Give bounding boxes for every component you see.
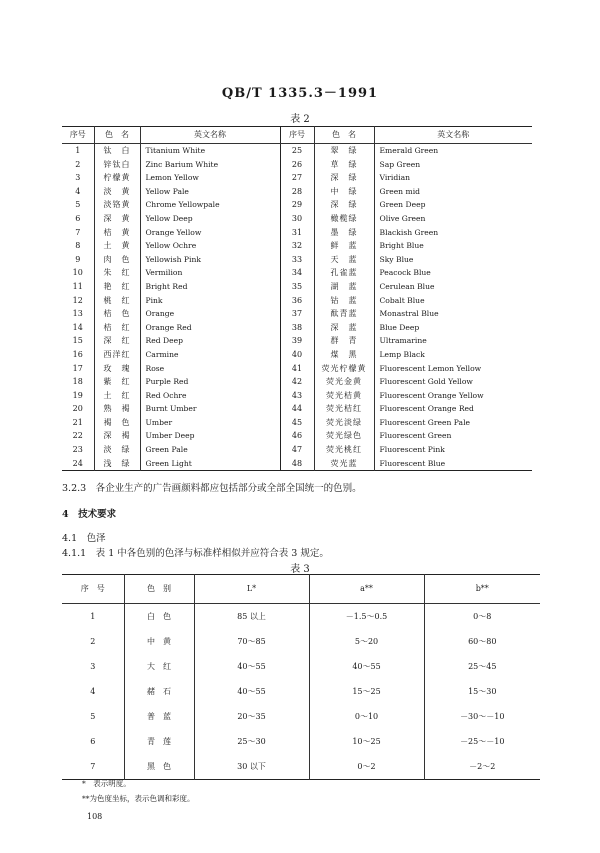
table2-row: [62, 348, 532, 362]
table3-header-row: [62, 575, 540, 604]
table2-cell: 褐 色: [94, 416, 140, 430]
table2-cell: 24: [72, 458, 83, 468]
table2-cell: 45: [280, 416, 314, 430]
table2-row: [62, 429, 532, 443]
table2-cell: 橄榄绿: [314, 212, 374, 226]
table2-cell: 深 绿: [314, 171, 374, 185]
table2-row: [62, 144, 532, 158]
table2-cell: 桔 红: [94, 321, 140, 335]
page-header: QB/T 1335.3－1991: [221, 86, 379, 101]
table2-cell: Lemp Black: [374, 348, 532, 362]
page-number: 108: [87, 812, 103, 821]
table2-cell: 13: [72, 309, 83, 319]
table2-cell: 艳 红: [94, 280, 140, 294]
table2-cell: 翠 绿: [314, 144, 374, 158]
table2-cell: 37: [280, 307, 314, 321]
table3-cell: 青 莲: [124, 729, 194, 754]
table2-cell: 29: [280, 198, 314, 212]
table3-cell: 普 蓝: [124, 704, 194, 729]
table2-cell: 36: [280, 294, 314, 308]
table2-cell: 浅 绿: [94, 457, 140, 471]
table2-cell: 肉 色: [94, 253, 140, 267]
table2-cell: Yellow Deep: [140, 212, 280, 226]
table3-header-cell: 色 别: [124, 575, 194, 604]
table3-cell: －30～－10: [424, 704, 540, 729]
table2-cell: 湖 蓝: [314, 280, 374, 294]
table2-cell: Fluorescent Pink: [374, 443, 532, 457]
table2-header-cell: 英文名称: [140, 127, 280, 144]
table2-cell: Fluorescent Orange Yellow: [374, 389, 532, 403]
paragraph-4-1-1: 4.1.1 表 1 中各色别的色泽与标准样相似并应符合表 3 规定。: [62, 548, 329, 559]
table3-cell: 6: [90, 737, 96, 746]
table2-cell: 6: [75, 213, 81, 223]
table2-header-cell: 色 名: [94, 127, 140, 144]
table2-cell: 5: [75, 200, 81, 210]
table2-cell: Peacock Blue: [374, 266, 532, 280]
table2-cell: Rose: [140, 362, 280, 376]
table3-header-cell: b**: [424, 575, 540, 604]
table2-cell: 荧光绿色: [314, 429, 374, 443]
table2-cell: 桔 黄: [94, 226, 140, 240]
table2-cell: 荧光金黄: [314, 375, 374, 389]
table2-cell: Monastral Blue: [374, 307, 532, 321]
table2-cell: Vermilion: [140, 266, 280, 280]
table2-cell: 30: [280, 212, 314, 226]
table3-row: [62, 754, 540, 780]
table2-cell: 中 绿: [314, 185, 374, 199]
table2-row: [62, 402, 532, 416]
table2-cell: 煤 黑: [314, 348, 374, 362]
table3-caption: 表 3: [290, 564, 310, 575]
table2-cell: 土 黄: [94, 239, 140, 253]
table3-cell: 25～30: [194, 729, 309, 754]
table2-row: [62, 375, 532, 389]
table3-cell: 70～85: [194, 629, 309, 654]
table2-cell: 深 蓝: [314, 321, 374, 335]
table3-cell: 15～30: [424, 679, 540, 704]
table3-cell: 3: [90, 662, 96, 671]
table2-cell: Cobalt Blue: [374, 294, 532, 308]
table3-row: [62, 629, 540, 654]
table2-row: [62, 443, 532, 457]
table2-cell: 22: [72, 431, 83, 441]
table2-cell: 荧光柠檬黄: [314, 362, 374, 376]
table2-cell: Fluorescent Blue: [374, 457, 532, 471]
table2-cell: Yellow Ochre: [140, 239, 280, 253]
table2-cell: Pink: [140, 294, 280, 308]
table2-cell: 18: [72, 377, 83, 387]
note-chromaticity: **为色度坐标，表示色调和彩度。: [82, 794, 195, 803]
table2-cell: 1: [75, 146, 81, 155]
table3-cell: 5～20: [309, 629, 424, 654]
table2-row: [62, 212, 532, 226]
table2-row: [62, 226, 532, 240]
table2-cell: 16: [72, 349, 83, 359]
table3-cell: 0～10: [309, 704, 424, 729]
table2-cell: 深 红: [94, 334, 140, 348]
table2-cell: 11: [72, 281, 83, 291]
table2-cell: 淡铬黄: [94, 198, 140, 212]
table2-cell: 48: [280, 457, 314, 471]
table2-header-cell: 色 名: [314, 127, 374, 144]
table2-cell: 44: [280, 402, 314, 416]
table3: [62, 574, 540, 780]
table2-cell: 2: [75, 159, 81, 169]
table3-header-cell: L*: [194, 575, 309, 604]
table2-caption: 表 2: [290, 114, 310, 125]
table2-cell: Orange: [140, 307, 280, 321]
table2-cell: 35: [280, 280, 314, 294]
table2-row: [62, 158, 532, 172]
table3-cell: －25～－10: [424, 729, 540, 754]
table3-cell: 20～35: [194, 704, 309, 729]
table2-cell: Green mid: [374, 185, 532, 199]
table2-cell: 38: [280, 321, 314, 335]
table2-cell: Bright Red: [140, 280, 280, 294]
table2-cell: 4: [75, 186, 81, 196]
table2-cell: 43: [280, 389, 314, 403]
table2-cell: 土 红: [94, 389, 140, 403]
table2-cell: Emerald Green: [374, 144, 532, 158]
table3-cell: －1.5～0.5: [309, 604, 424, 630]
table3-row: [62, 729, 540, 754]
table2-cell: Cerulean Blue: [374, 280, 532, 294]
table2-row: [62, 253, 532, 267]
table2-cell: 孔雀蓝: [314, 266, 374, 280]
table2-cell: 淡 绿: [94, 443, 140, 457]
table3-header-cell: a**: [309, 575, 424, 604]
table2-cell: Green Pale: [140, 443, 280, 457]
table3-cell: 10～25: [309, 729, 424, 754]
table2-cell: 钴 蓝: [314, 294, 374, 308]
table2-cell: 39: [280, 334, 314, 348]
table3-cell: －2～2: [424, 754, 540, 780]
table3-cell: 40～55: [194, 679, 309, 704]
table2-cell: 荧光蓝: [314, 457, 374, 471]
table2-cell: Blue Deep: [374, 321, 532, 335]
table2-cell: 钛 白: [94, 144, 140, 158]
table2-cell: 深 绿: [314, 198, 374, 212]
table2-cell: 淡 黄: [94, 185, 140, 199]
table2-cell: Green Light: [140, 457, 280, 471]
table2-cell: Ultramarine: [374, 334, 532, 348]
table3-cell: 25～45: [424, 654, 540, 679]
table3-cell: 85 以上: [194, 604, 309, 630]
note-lightness: * 表示明度。: [82, 779, 131, 788]
table2-cell: Chrome Yellowpale: [140, 198, 280, 212]
table3-cell: 0～8: [424, 604, 540, 630]
table2-cell: Fluorescent Lemon Yellow: [374, 362, 532, 376]
table3-cell: 白 色: [124, 604, 194, 630]
table2-cell: 17: [72, 363, 83, 373]
table2-cell: 32: [280, 239, 314, 253]
table3-cell: 4: [90, 687, 96, 696]
table2-row: [62, 239, 532, 253]
table2-cell: 熟 褐: [94, 402, 140, 416]
section-4-heading: 4 技术要求: [62, 509, 117, 520]
table3-header-cell: 序 号: [62, 575, 124, 604]
table2-header-row: [62, 127, 532, 144]
table2-cell: 天 蓝: [314, 253, 374, 267]
table3-cell: 40～55: [309, 654, 424, 679]
section-4-1-heading: 4.1 色泽: [62, 533, 106, 544]
table2-cell: 桔 色: [94, 307, 140, 321]
table2-cell: Viridian: [374, 171, 532, 185]
table3-cell: 赭 石: [124, 679, 194, 704]
table2-cell: Fluorescent Green: [374, 429, 532, 443]
table2-cell: 草 绿: [314, 158, 374, 172]
table2-row: [62, 362, 532, 376]
table2-header-cell: 序号: [62, 127, 94, 144]
table2-row: [62, 307, 532, 321]
table2-cell: 群 青: [314, 334, 374, 348]
table3-row: [62, 679, 540, 704]
table3-row: [62, 604, 540, 630]
table2-cell: 西洋红: [94, 348, 140, 362]
table2-cell: 12: [72, 295, 83, 305]
table2-cell: Umber: [140, 416, 280, 430]
table2-cell: Purple Red: [140, 375, 280, 389]
table2-cell: Bright Blue: [374, 239, 532, 253]
table2-cell: 9: [75, 254, 81, 264]
table2-cell: 荧光桔黄: [314, 389, 374, 403]
table2-cell: 23: [72, 445, 83, 455]
table2-cell: Zinc Barium White: [140, 158, 280, 172]
table2-cell: Green Deep: [374, 198, 532, 212]
table2-cell: 酞青蓝: [314, 307, 374, 321]
table2-cell: Blackish Green: [374, 226, 532, 240]
table2-cell: 锌钛白: [94, 158, 140, 172]
table2-row: [62, 185, 532, 199]
table2-cell: Lemon Yellow: [140, 171, 280, 185]
table2-cell: 27: [280, 171, 314, 185]
table3-cell: 30 以下: [194, 754, 309, 780]
table2-cell: 14: [72, 322, 83, 332]
table2-cell: 31: [280, 226, 314, 240]
table3-row: [62, 704, 540, 729]
table3-cell: 0～2: [309, 754, 424, 780]
table2-cell: 3: [75, 173, 81, 183]
table2-header-cell: 英文名称: [374, 127, 532, 144]
table2-cell: 柠檬黄: [94, 171, 140, 185]
table2-cell: 34: [280, 266, 314, 280]
table3-cell: 中 黄: [124, 629, 194, 654]
table2-cell: 25: [280, 144, 314, 158]
table3-cell: 40～55: [194, 654, 309, 679]
table3-row: [62, 654, 540, 679]
table3-cell: 1: [90, 612, 96, 621]
table2-cell: 15: [72, 336, 83, 346]
table2-cell: Orange Red: [140, 321, 280, 335]
table2-row: [62, 266, 532, 280]
table2-cell: 桃 红: [94, 294, 140, 308]
table3-cell: 2: [90, 637, 96, 646]
table2-cell: 46: [280, 429, 314, 443]
table2-cell: Yellowish Pink: [140, 253, 280, 267]
table2-cell: Sap Green: [374, 158, 532, 172]
table2-row: [62, 334, 532, 348]
table2-cell: Fluorescent Gold Yellow: [374, 375, 532, 389]
table3-cell: 15～25: [309, 679, 424, 704]
table2-cell: Yellow Pale: [140, 185, 280, 199]
table2-cell: 40: [280, 348, 314, 362]
table2: [62, 126, 532, 471]
table2-cell: Olive Green: [374, 212, 532, 226]
table2-header-cell: 序号: [280, 127, 314, 144]
table3-cell: 黑 色: [124, 754, 194, 780]
table2-cell: Orange Yellow: [140, 226, 280, 240]
table3-cell: 60～80: [424, 629, 540, 654]
table2-cell: 荧光淡绿: [314, 416, 374, 430]
table2-cell: 朱 红: [94, 266, 140, 280]
table2-cell: 玫 瑰: [94, 362, 140, 376]
table2-cell: 47: [280, 443, 314, 457]
table2-cell: Red Ochre: [140, 389, 280, 403]
table2-cell: 19: [72, 390, 83, 400]
table2-cell: 8: [75, 241, 81, 251]
table2-cell: 41: [280, 362, 314, 376]
table2-cell: Fluorescent Orange Red: [374, 402, 532, 416]
table2-row: [62, 280, 532, 294]
table2-cell: 42: [280, 375, 314, 389]
table2-row: [62, 198, 532, 212]
table3-cell: 5: [90, 712, 96, 721]
table2-cell: 墨 绿: [314, 226, 374, 240]
table2-row: [62, 457, 532, 471]
table2-cell: 深 黄: [94, 212, 140, 226]
table2-cell: 紫 红: [94, 375, 140, 389]
table2-cell: 深 褐: [94, 429, 140, 443]
table2-cell: 10: [72, 268, 83, 278]
table2-cell: 荧光桃红: [314, 443, 374, 457]
table2-row: [62, 416, 532, 430]
table2-row: [62, 171, 532, 185]
table2-cell: 21: [72, 417, 83, 427]
table3-cell: 大 红: [124, 654, 194, 679]
table2-cell: 28: [280, 185, 314, 199]
table2-cell: Titanium White: [140, 144, 280, 158]
table2-row: [62, 389, 532, 403]
table2-row: [62, 294, 532, 308]
table2-cell: 20: [72, 404, 83, 414]
table2-cell: Carmine: [140, 348, 280, 362]
table2-row: [62, 321, 532, 335]
table2-cell: Red Deep: [140, 334, 280, 348]
paragraph-3-2-3: 3.2.3 各企业生产的广告画颜料都应包括部分或全部全国统一的色别。: [62, 483, 362, 494]
table2-cell: 荧光桔红: [314, 402, 374, 416]
table2-cell: Sky Blue: [374, 253, 532, 267]
table2-cell: Burnt Umber: [140, 402, 280, 416]
table2-cell: Umber Deep: [140, 429, 280, 443]
table2-cell: 鲜 蓝: [314, 239, 374, 253]
table2-cell: Fluorescent Green Pale: [374, 416, 532, 430]
table2-cell: 7: [75, 227, 81, 237]
table2-cell: 33: [280, 253, 314, 267]
table3-cell: 7: [90, 762, 96, 771]
table2-cell: 26: [280, 158, 314, 172]
